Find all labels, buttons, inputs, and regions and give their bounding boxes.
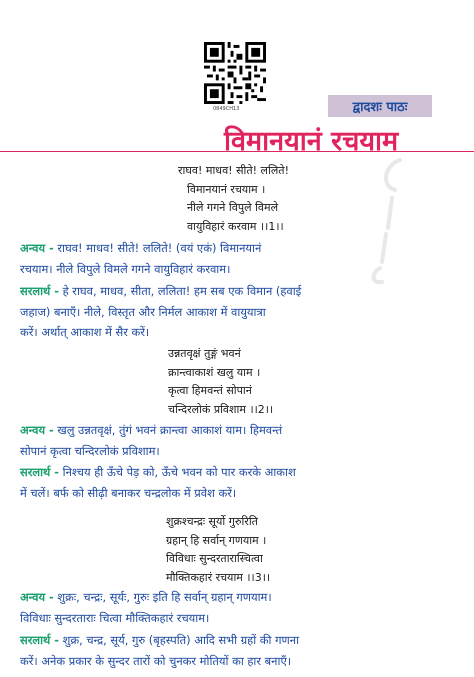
saralarth-text: शुक्र, चन्द्र, सूर्य, गुरु (बृहस्पति) आदि सभी ग्रहों की गणना (62, 633, 300, 647)
saralarth-3 (20, 630, 456, 671)
saralarth-text: करें। अर्थात् आकाश में सैर करें। (20, 325, 150, 340)
saralarth-text: निश्चय ही ऊँचे पेड़ को, ऊँचे भवन को पार करके आकाश (62, 465, 296, 479)
verse-line: मौक्तिकहारं रचयाम ।।3।। (166, 570, 271, 584)
chapter-label: द्वादशः पाठः (328, 95, 432, 117)
verse-line: क्रान्त्वाकाशं खलु याम । (168, 365, 261, 379)
verse-3 (166, 513, 270, 587)
anvaya-label: अन्वय - (20, 241, 54, 255)
verse-line: वायुविहारं करवाम ।।1।। (187, 219, 284, 233)
verse-line: विमानयानं रचयाम । (187, 182, 266, 196)
verse-line: राघव! माधव! सीते! ललिते! (178, 164, 289, 177)
saralarth-label: सरलार्थ - (20, 465, 60, 479)
anvaya-text: रचयाम। नीले विपुले विमले गगने वायुविहारं करवाम। (20, 261, 231, 276)
verse-line: नीले गगने विपुले विमले (187, 201, 279, 214)
anvaya-label: अन्वय - (20, 423, 54, 437)
saralarth-1 (20, 281, 456, 343)
anvaya-text: राघव! माधव! सीते! ललिते! (वयं एकं) विमानयानं (57, 241, 262, 255)
anvaya-text: विविधाः सुन्दरताराः चित्वा मौक्तिकहारं रचयाम। (20, 610, 210, 625)
saralarth-text: में चलें। बर्फ को सीढ़ी बनाकर चन्द्रलोक में प्रवेश करें। (20, 485, 237, 500)
anvaya-text: सोपानं कृत्वा चन्दिरलोकं प्रविशाम। (20, 443, 160, 458)
qr-code-image[interactable] (204, 42, 266, 104)
anvaya-3 (20, 587, 456, 628)
verse-line: कृत्वा हिमवन्तं सोपानं (168, 384, 252, 397)
verse-1 (178, 162, 289, 236)
verse-2 (168, 345, 273, 419)
qr-code-id: 0849CH13 (213, 106, 240, 112)
saralarth-text: जहाज) बनाएँ। नीले, विस्तृत और निर्मल आकाश में वायुयात्रा (20, 304, 266, 319)
verse-line: ग्रहान् हि सर्वान् गणयाम । (166, 533, 267, 547)
verse-line: उन्नतवृक्षं तुङ्गं भवनं (168, 347, 241, 360)
anvaya-2 (20, 420, 456, 461)
anvaya-text: खलु उन्नतवृक्षं, तुंगं भवनं क्रान्त्वा आकाशं याम। हिमवन्तं (57, 423, 283, 437)
anvaya-label: अन्वय - (20, 590, 54, 604)
saralarth-text: करें। अनेक प्रकार के सुन्दर तारों को चुनकर मोतियों का हार बनाएँ। (20, 653, 292, 668)
anvaya-1 (20, 238, 456, 279)
verse-line: चन्दिरलोकं प्रविशाम ।।2।। (168, 402, 274, 416)
saralarth-label: सरलार्थ - (20, 633, 60, 647)
anvaya-text: शुक्रः, चन्द्रः, सूर्यः, गुरुः इति हि सर्वान् ग्रहान् गणयाम। (57, 590, 272, 604)
saralarth-label: सरलार्थ - (20, 284, 60, 298)
verse-line: विविधाः सुन्दरतारास्चित्वा (166, 552, 263, 565)
saralarth-text: हे राघव, माधव, सीता, ललिता! हम सब एक विमान (हवाई (62, 284, 302, 298)
verse-line: शुक्रश्चन्द्रः सूर्यो गुरुरिति (166, 515, 258, 528)
page-title: विमानयानं रचयाम (224, 126, 399, 157)
saralarth-2 (20, 462, 456, 503)
